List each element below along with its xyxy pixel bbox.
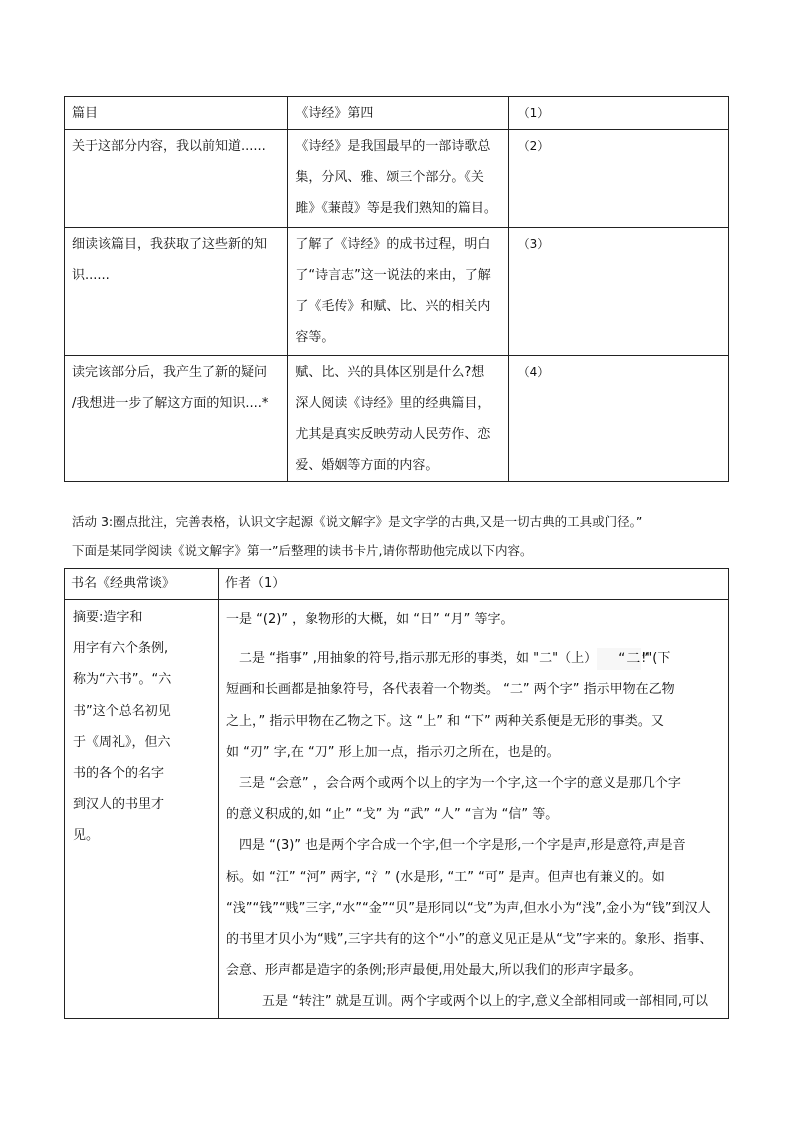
summary-line: 摘要:造字和 bbox=[73, 610, 143, 625]
cell-text: 容等。 bbox=[295, 330, 335, 345]
cell-text: 篇目 bbox=[72, 106, 99, 121]
table-cell bbox=[65, 130, 288, 228]
table-row bbox=[65, 228, 729, 356]
table-cell bbox=[65, 356, 288, 482]
paragraph-line: “浅”“钱”“贱”三字,“水”“金”“贝”是形同以“戈”为声,但水小为“浅”,金小为“钱”到汉人 bbox=[226, 900, 711, 916]
table-row bbox=[65, 97, 729, 130]
cell-text: 了解了《诗经》的成书过程，明白 bbox=[295, 237, 491, 252]
cell-text: 爱、婚姻等方面的内容。 bbox=[295, 458, 439, 473]
character-image bbox=[597, 648, 650, 670]
cell-text: 集，分风、雅、颂三个部分。《关 bbox=[295, 170, 484, 185]
content-cell bbox=[219, 600, 729, 1019]
reading-card-table bbox=[64, 568, 729, 1019]
table-cell bbox=[508, 97, 728, 130]
blank-marker: （3） bbox=[517, 237, 550, 251]
cell-text: 细读该篇目，我获取了这些新的知 bbox=[72, 237, 268, 252]
paragraph-line: 的书里才贝小为“贱”,三字共有的这个“小”的意义见正是从“戈”字来的。象形、指事、 bbox=[226, 932, 713, 948]
image-caption: “二” bbox=[618, 650, 650, 667]
summary-line: 见。 bbox=[73, 828, 100, 844]
blank-marker: （2） bbox=[517, 139, 550, 153]
table-cell bbox=[219, 569, 729, 600]
cell-text: 尤其是真实反映劳动人民劳作、恋 bbox=[295, 427, 491, 442]
summary-line: 于《周礼》，但六 bbox=[73, 734, 171, 750]
book-title-label: 书名《经典常谈》 bbox=[71, 576, 176, 591]
table-cell bbox=[65, 569, 219, 600]
paragraph-line: 短画和长画都是抽象符号，各代表着一个物类。 “二” 两个字” 指示甲物在乙物 bbox=[226, 682, 675, 698]
summary-line: 书”这个总名初见 bbox=[73, 703, 171, 719]
cell-text: 关于这部分内容，我以前知道...... bbox=[72, 139, 266, 154]
table-row bbox=[65, 356, 729, 482]
paragraph-line: 的意义积成的,如 “止” “戈” 为 “武” “人” “言为 “信” 等。 bbox=[226, 807, 559, 823]
table-cell bbox=[288, 228, 508, 356]
paragraph-zhuanzhu: 五是 “转注” 就是互训。两个字或两个以上的字,意义全部相同或一部相同,可以 bbox=[262, 994, 708, 1010]
paragraph-xiangxing: 一是 “(2)” ，象物形的大概，如 “日” “月” 等字。 bbox=[226, 612, 514, 627]
summary-line: 书的各个的名字 bbox=[73, 766, 165, 782]
cell-text: 《诗经》是我国最早的一部诗歌总 bbox=[295, 139, 491, 154]
cell-text: 雎》《蒹葭》等是我们熟知的篇目。 bbox=[295, 201, 497, 216]
paragraph-line: 之上，” 指示甲物在乙物之下。这 “上” 和 “下” 两种关系便是无形的事类。又 bbox=[226, 713, 664, 729]
summary-line: 到汉人的书里才 bbox=[73, 797, 165, 813]
activity-instruction-line-1: 活动 3:圈点批注，完善表格，认识文字起源《说文解字》是文字学的古典,又是一切古典的工具或门径。” bbox=[72, 514, 643, 529]
summary-line: 称为“六书”。“六 bbox=[73, 672, 172, 688]
table-row bbox=[65, 569, 729, 600]
table-row bbox=[65, 130, 729, 228]
reading-record-table bbox=[64, 96, 729, 482]
blank-marker: （4） bbox=[517, 365, 550, 379]
paragraph-line: 标。如 “江” “河” 两字, “氵” (水是形, “工” “可” 是声。但声也有兼义的。如 bbox=[226, 869, 665, 885]
table-cell bbox=[288, 130, 508, 228]
table-cell bbox=[508, 356, 728, 482]
author-label: 作者（1） bbox=[225, 576, 286, 591]
cell-text: 了《毛传》和赋、比、兴的相关内 bbox=[295, 299, 491, 314]
paragraph-text: 二是 “指事” ,用抽象的符号,指示那无形的事类，如 "二"（上） bbox=[239, 651, 598, 667]
summary-cell bbox=[65, 600, 219, 1019]
paragraph-zhishi bbox=[226, 643, 722, 674]
table-cell bbox=[65, 97, 288, 130]
paragraph-xingsheng: 四是 “(3)” 也是两个字合成一个字,但一个字是形,一个字是声,形是意符,声是音 bbox=[239, 838, 686, 854]
table-cell bbox=[508, 228, 728, 356]
table-cell bbox=[288, 97, 508, 130]
paragraph-huiyi: 三是 “会意” ，会合两个或两个以上的字为一个字,这一个字的意义是那几个字 bbox=[239, 776, 681, 792]
paragraph-line: 如 “刃” 字,在 “刀” 形上加一点，指示刃之所在，也是的。 bbox=[226, 744, 560, 760]
table-cell bbox=[508, 130, 728, 228]
paragraph-text: !"(下 bbox=[641, 651, 671, 667]
cell-text: 识...... bbox=[72, 268, 110, 283]
cell-text: 了“诗言志”这一说法的来由，了解 bbox=[295, 268, 491, 283]
table-cell bbox=[65, 228, 288, 356]
cell-text: 深人阅读《诗经》里的经典篇目， bbox=[295, 396, 491, 411]
paragraph-line: 会意、形声都是造字的条例;形声最便,用处最大,所以我们的形声字最多。 bbox=[226, 963, 642, 979]
blank-marker: （1） bbox=[517, 106, 550, 120]
activity-instruction-line-2: 下面是某同学阅读《说文解字》第一”后整理的读书卡片,请你帮助他完成以下内容。 bbox=[72, 543, 533, 558]
summary-line: 用字有六个条例, bbox=[73, 641, 169, 657]
cell-text: 赋、比、兴的具体区别是什么?想 bbox=[295, 365, 485, 380]
cell-text: 《诗经》第四 bbox=[295, 106, 374, 121]
table-row bbox=[65, 600, 729, 1019]
cell-text: /我想进一步了解这方面的知识....* bbox=[72, 396, 269, 411]
cell-text: 读完该部分后，我产生了新的疑问 bbox=[72, 365, 268, 380]
table-cell bbox=[288, 356, 508, 482]
